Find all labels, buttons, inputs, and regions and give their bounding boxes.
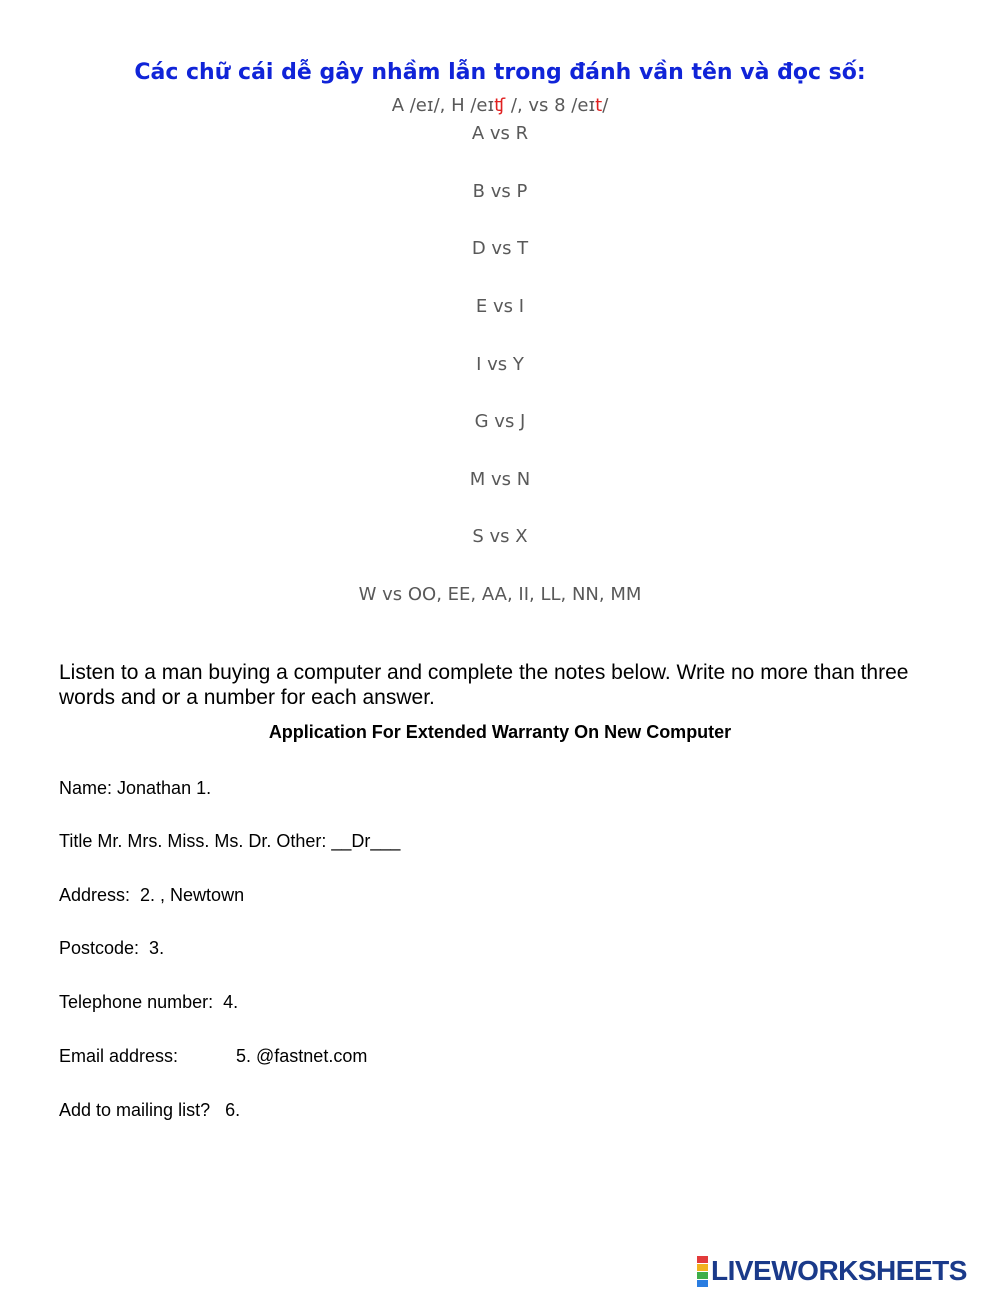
name-field: Name: Jonathan 1.	[59, 778, 212, 798]
letter-pair: S vs X	[472, 526, 528, 547]
phonetic-line	[0, 95, 1000, 116]
form-title: Application For Extended Warranty On New Computer	[268, 722, 732, 742]
telephone-field: Telephone number: 4.	[59, 992, 239, 1012]
phonetic-highlight: ʧ	[494, 95, 506, 116]
mailing-list-field: Add to mailing list? 6.	[59, 1100, 241, 1120]
title-field: Title Mr. Mrs. Miss. Ms. Dr. Other: __Dr___	[59, 831, 401, 851]
postcode-field: Postcode: 3.	[59, 938, 165, 958]
letter-pair: E vs I	[475, 296, 525, 317]
letter-pair: B vs P	[472, 181, 528, 202]
logo-block	[697, 1264, 708, 1271]
email-label: Email address:	[59, 1046, 179, 1066]
phonetic-highlight: t	[595, 95, 603, 116]
logo-block	[697, 1272, 708, 1279]
letter-pair: A vs R	[471, 123, 529, 144]
liveworksheets-logo	[697, 1254, 967, 1288]
logo-text: LIVEWORKSHEETS	[711, 1255, 967, 1286]
page-title: Các chữ cái dễ gây nhầm lẫn trong đánh vần tên và đọc số:	[134, 60, 866, 85]
phonetic-part: /, vs 8 /eɪ	[505, 95, 596, 116]
email-field	[59, 1046, 368, 1067]
letter-pair: D vs T	[471, 238, 529, 259]
logo-block	[697, 1280, 708, 1287]
letter-pair: G vs J	[474, 411, 526, 432]
instructions: Listen to a man buying a computer and complete the notes below. Write no more than three words and or a number for each answer.	[59, 661, 909, 709]
letter-pair: I vs Y	[476, 354, 524, 375]
phonetic-part: /	[602, 95, 609, 116]
email-value: 5. @fastnet.com	[236, 1046, 368, 1066]
logo-icon	[697, 1256, 708, 1287]
phonetic-part: A /eɪ/, H /eɪ	[391, 95, 495, 116]
address-field: Address: 2. , Newtown	[59, 885, 245, 905]
letter-pair: M vs N	[469, 469, 531, 490]
letter-pair: W vs OO, EE, AA, II, LL, NN, MM	[358, 584, 642, 605]
logo-block	[697, 1256, 708, 1263]
